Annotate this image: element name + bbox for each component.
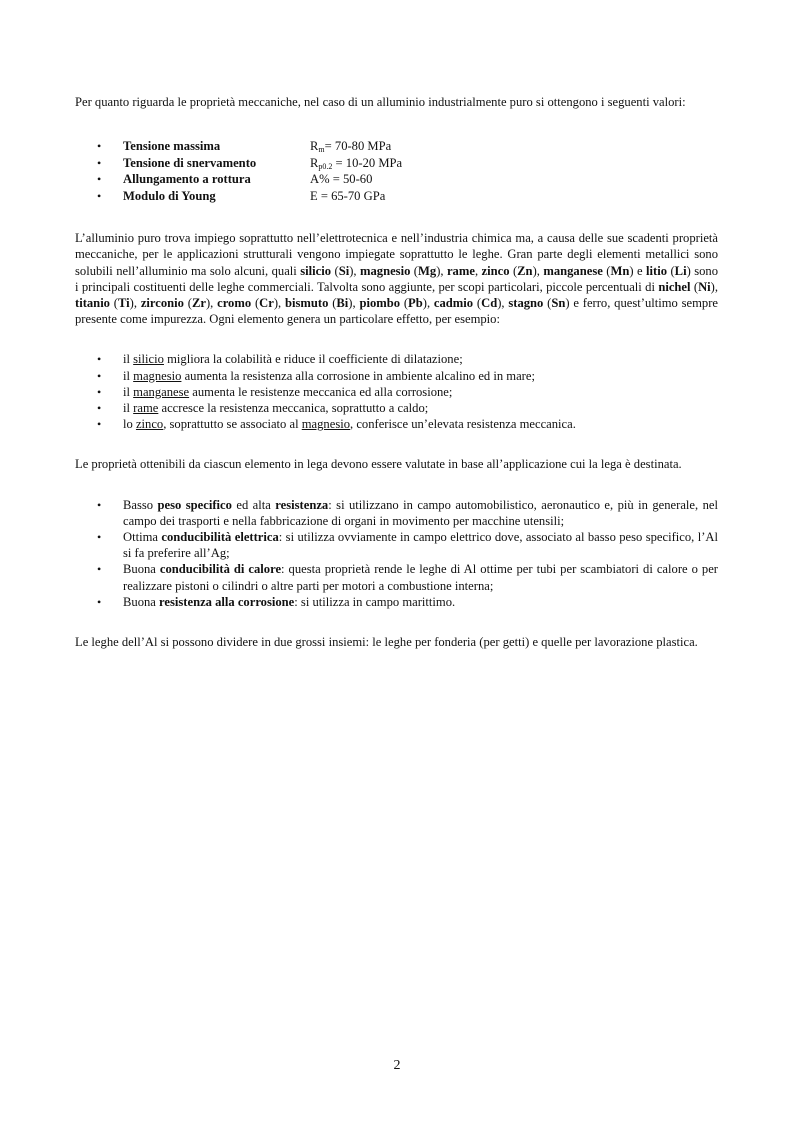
effect-item: • il manganese aumenta le resistenze meccanica ed alla corrosione; <box>75 384 718 400</box>
element-effects-list <box>75 351 718 432</box>
property-value: $R_{p0.2} = 10-20$ MPa <box>310 155 403 171</box>
document-body <box>75 94 718 650</box>
effect-item: • il rame accresce la resistenza meccanica, soprattutto a caldo; <box>75 400 718 416</box>
page-number: 2 <box>393 1058 401 1073</box>
application-item: • Ottima conducibilità elettrica: si utilizza ovviamente in campo elettrico dove, associato al basso peso specifico, l’Al si fa preferire all’Ag; <box>75 529 718 561</box>
intro-paragraph: Per quanto riguarda le proprietà meccaniche, nel caso di un alluminio industrialmente puro si ottengono i seguenti valori: <box>75 95 686 109</box>
application-item: • Basso peso specifico ed alta resistenza: si utilizzano in campo automobilistico, aeronautico e, più in generale, nel campo dei trasporti e nella fabbricazione di organi in movimento per macchine utensili; <box>75 497 718 529</box>
effect-item: • lo zinco, soprattutto se associato al magnesio, conferisce un’elevata resistenza meccanica. <box>75 416 718 432</box>
property-item <box>75 188 718 205</box>
property-value: $R_m= 70-80$ MPa <box>310 139 392 155</box>
application-item: • Buona conducibilità di calore: questa proprietà rende le leghe di Al ottime per tubi per scambiatori di calore o per realizzare pistoni o cilindri o altre parti per motori a combustione interna; <box>75 561 718 593</box>
effect-item: • il silicio migliora la colabilità e riduce il coefficiente di dilatazione; <box>75 351 718 367</box>
alloys-paragraph: L’alluminio puro trova impiego soprattutto nell’elettrotecnica e nell’industria chimica ma, a causa delle sue scadenti proprietà meccaniche, per le applicazioni strutturali vengono impiegate soprattutto le leghe. Gran parte degli elementi metallici sono solubili nell’alluminio ma solo alcuni, quali silicio (Si), magnesio (Mg), rame, zinco (Zn), manganese (Mn) e litio (Li) sono i principali costituenti delle leghe commerciali. Talvolta sono aggiunte, per scopi particolari, piccole percentuali di nichel (Ni), titanio (Ti), zirconio (Zr), cromo (Cr), bismuto (Bi), piombo (Pb), cadmio (Cd), stagno (Sn) e ferro, quest’ultimo sempre presente come impurezza. Ogni elemento genera un particolare effetto, per esempio: <box>75 231 719 327</box>
property-label: Modulo di Young <box>123 188 216 203</box>
mechanical-properties-list <box>75 138 718 204</box>
property-item <box>75 171 718 188</box>
applications-list <box>75 497 718 610</box>
application-item: • Buona resistenza alla corrosione: si utilizza in campo marittimo. <box>75 594 718 610</box>
property-item <box>75 155 718 172</box>
property-item <box>75 138 718 155</box>
property-value: A% = 50-60 <box>310 172 373 187</box>
property-label: Tensione massima <box>123 139 221 154</box>
evaluation-paragraph: Le proprietà ottenibili da ciascun elemento in lega devono essere valutate in base all’applicazione cui la lega è destinata. <box>75 457 682 472</box>
alloy-groups-paragraph: Le leghe dell’Al si possono dividere in due grossi insiemi: le leghe per fonderia (per getti) e quelle per lavorazione plastica. <box>75 635 698 650</box>
property-label: Allungamento a rottura <box>123 172 251 187</box>
property-label: Tensione di snervamento <box>123 155 257 170</box>
property-value: E = 65-70 GPa <box>310 188 386 203</box>
effect-item: • il magnesio aumenta la resistenza alla corrosione in ambiente alcalino ed in mare; <box>75 368 718 384</box>
